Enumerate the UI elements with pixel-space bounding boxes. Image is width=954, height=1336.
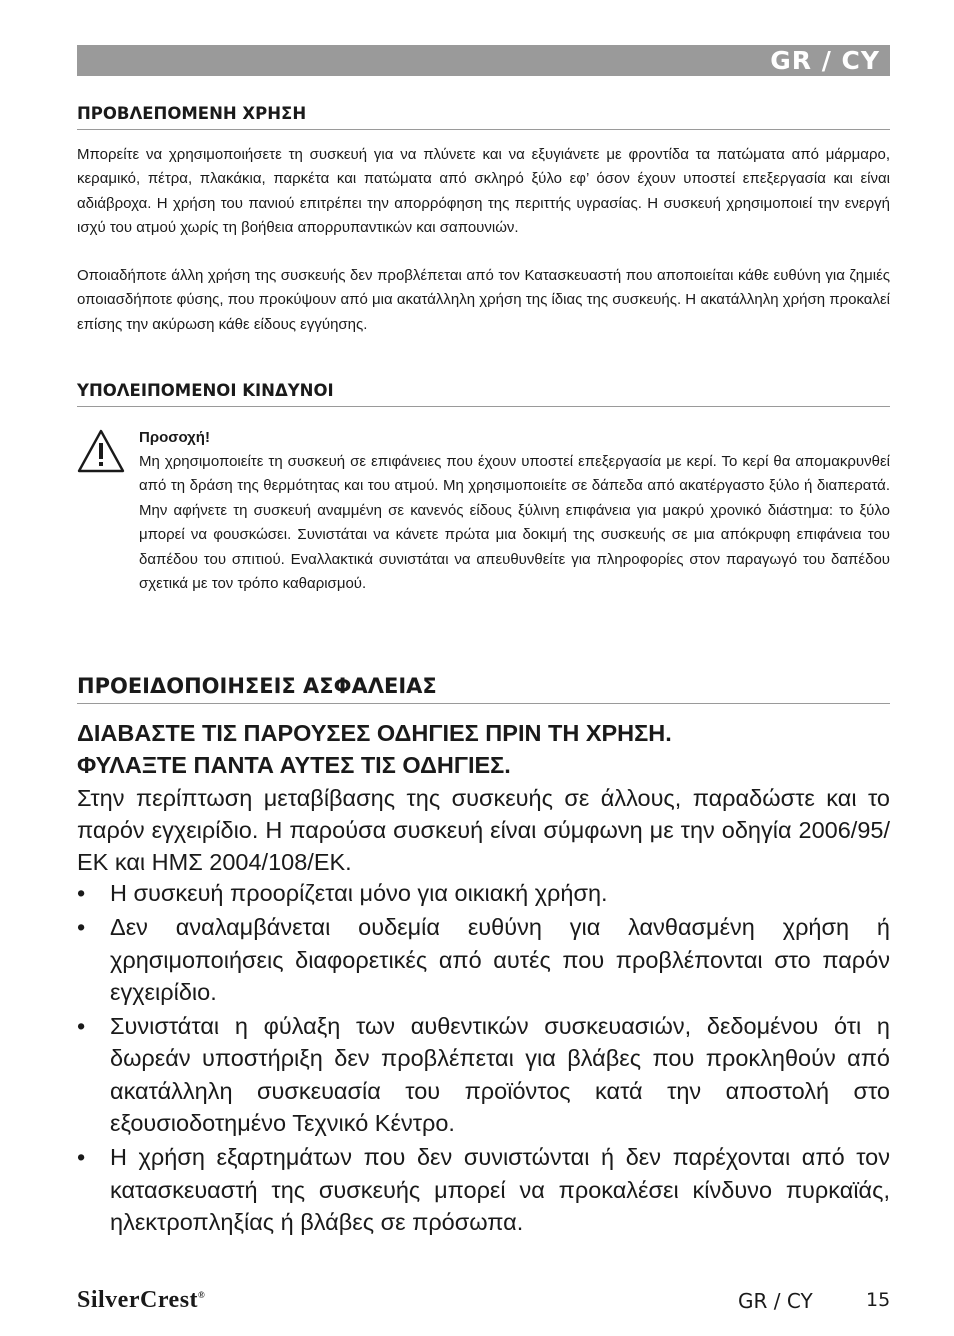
bullet-marker: •	[77, 880, 86, 906]
safety-bullet-list	[77, 877, 890, 1240]
language-header-bar	[77, 45, 890, 76]
safety-notice-line-2: ΦΥΛΑΞΤΕ ΠΑΝΤΑ ΑΥΤΕΣ ΤΙΣ ΟΔΗΓΙΕΣ.	[77, 752, 511, 778]
page-number: 15	[866, 1289, 891, 1311]
bullet-marker: •	[77, 1144, 86, 1171]
bullet-text: Η συσκευή προορίζεται μόνο για οικιακή χρήση.	[110, 880, 608, 906]
language-label: GR / CY	[770, 46, 880, 75]
section-heading-safety: ΠΡΟΕΙΔΟΠΟΙΗΣΕΙΣ ΑΣΦΑΛΕΙΑΣ	[77, 672, 890, 704]
registered-mark: ®	[198, 1290, 206, 1300]
warning-block	[139, 426, 890, 596]
bullet-marker: •	[77, 1013, 86, 1040]
list-item	[77, 1141, 890, 1238]
bullet-text: Η χρήση εξαρτημάτων που δεν συνιστώνται ή δεν παρέχονται από τον κατασκευαστή της συσκευής μπορεί να προκαλέσει κίνδυνο πυρκαϊάς, ηλεκτροπληξίας ή βλάβες σε πρόσωπα.	[110, 1144, 890, 1235]
section-heading-residual-risks: ΥΠΟΛΕΙΠΟΜΕΝΟΙ ΚΙΝΔΥΝΟΙ	[77, 380, 890, 407]
safety-notice-line-1: ΔΙΑΒΑΣΤΕ ΤΙΣ ΠΑΡΟΥΣΕΣ ΟΔΗΓΙΕΣ ΠΡΙΝ ΤΗ ΧΡΗΣΗ.	[77, 720, 672, 746]
bullet-text: Δεν αναλαμβάνεται ουδεμία ευθύνη για λανθασμένη χρήση ή χρησιμοποιήσεις διαφορετικές από αυτές που προβλέπονται στο παρόν εγχειρίδιο.	[110, 914, 890, 1005]
bullet-marker: •	[77, 914, 86, 941]
brand-name: SilverCrest	[77, 1287, 199, 1313]
footer-language-label: GR / CY	[738, 1289, 813, 1313]
warning-triangle-icon	[76, 428, 126, 474]
bullet-text: Συνιστάται η φύλαξη των αυθεντικών συσκευασιών, δεδομένου ότι η δωρεάν υποστήριξη δεν προβλέπεται για βλάβες που προκληθούν από ακατάλληλη συσκευασία του προϊόντος κατά την αποστολή στο εξουσιοδοτημένο Τεχνικό Κέντρο.	[110, 1013, 890, 1137]
list-item	[77, 911, 890, 1008]
warning-title: Προσοχή!	[139, 429, 210, 446]
intended-use-paragraph-1: Μπορείτε να χρησιμοποιήσετε τη συσκευή για να πλύνετε και να εξυγιάνετε με φροντίδα τα πατώματα από μάρμαρο, κεραμικό, πέτρα, πλακάκια, παρκέτα και πατώματα από σκληρό ξύλο εφ’ όσον έχουν υποστεί επεξεργασία και είναι αδιάβροχα. Η χρήση του πανιού επιτρέπει την απορρόφηση της περιττής υγρασίας. Η συσκευή χρησιμοποιεί την ενεργή ισχύ του ατμού χωρίς τη βοήθεια απορρυπαντικών και σαπουνιών.	[77, 146, 890, 237]
intended-use-paragraph-2: Οποιαδήποτε άλλη χρήση της συσκευής δεν προβλέπεται από τον Κατασκευαστή που αποποιείται κάθε ευθύνη για ζημιές οποιασδήποτε φύσης, που προκύψουν από μια ακατάλληλη χρήση της ίδιας της συσκευής. Η ακατάλληλη χρήση προκαλεί επίσης την ακύρωση κάθε είδους εγγύησης.	[77, 267, 890, 333]
brand-logo	[77, 1287, 205, 1314]
safety-intro-paragraph: Στην περίπτωση μεταβίβασης της συσκευής σε άλλους, παραδώστε και το παρόν εγχειρίδιο. Η παρούσα συσκευή είναι σύμφωνη με την οδηγία 2006/95/ΕΚ και ΗΜΣ 2004/108/ΕΚ.	[77, 785, 890, 875]
warning-text: Μη χρησιμοποιείτε τη συσκευή σε επιφάνειες που έχουν υποστεί επεξεργασία με κερί. Το κερί θα απομακρυνθεί από τη δράση της θερμότητας και του ατμού. Μη χρησιμοποιείτε σε δάπεδα από ακατέργαστο ξύλο ή διαπερατά. Μην αφήνετε τη συσκευή αναμμένη σε κανενός είδους ξύλινη επιφάνεια για μακρύ χρονικό διάστημα: το ξύλο μπορεί να φουσκώσει. Συνιστάται να κάνετε πρώτα μια δοκιμή της συσκευής σε μια απόκρυφη επιφάνεια του δαπέδου του σπιτιού. Εναλλακτικά συνιστάται να απευθυνθείτε για πληροφορίες στον παραγωγό του δαπέδου σχετικά με τον τρόπο καθαρισμού.	[139, 453, 890, 593]
list-item	[77, 1010, 890, 1139]
list-item	[77, 877, 890, 909]
section-heading-intended-use: ΠΡΟΒΛΕΠΟΜΕΝΗ ΧΡΗΣΗ	[77, 103, 890, 130]
